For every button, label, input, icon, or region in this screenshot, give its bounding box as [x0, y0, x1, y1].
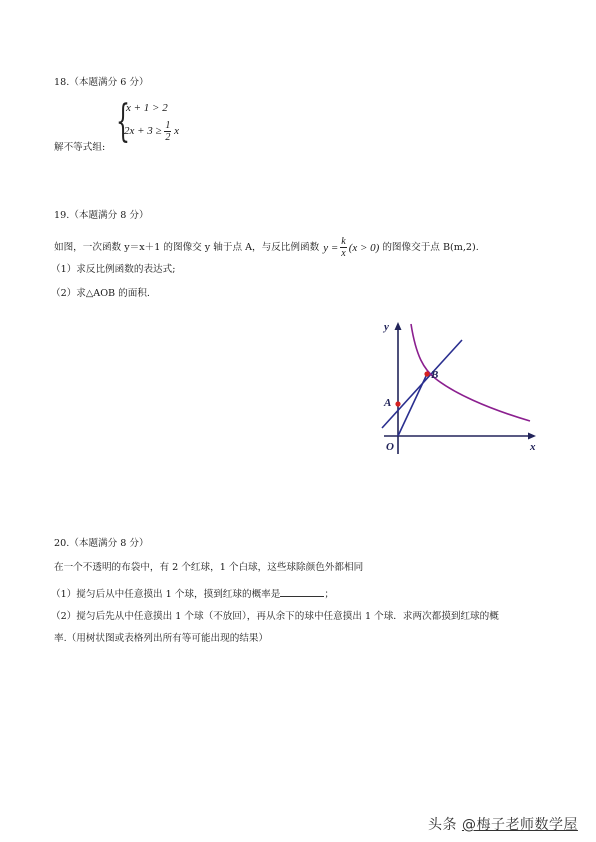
- q19-stem-condition: (x > 0): [348, 241, 380, 254]
- q20-title: 20.（本题满分 8 分）: [54, 538, 149, 549]
- q19-stem-fraction-num: k: [341, 236, 346, 247]
- watermark-name: @梅子老师数学屋: [461, 817, 578, 833]
- q19-title: 19.（本题满分 8 分）: [54, 210, 149, 221]
- q20-stem: 在一个不透明的布袋中，有 2 个红球，1 个白球，这些球除颜色外都相同: [54, 562, 364, 573]
- x-axis-arrow: [528, 433, 536, 440]
- y-axis-arrow: [395, 322, 402, 330]
- q19-stem-fraction-den: x: [341, 248, 346, 259]
- q18-inequality-2: [124, 120, 179, 143]
- label-x: x: [530, 441, 536, 453]
- q20-sub2-line1: （2）搅匀后先从中任意摸出 1 个球（不放回），再从余下的球中任意摸出 1 个球．求两次都摸到红球的概: [51, 611, 499, 622]
- q19-figure: [376, 316, 546, 458]
- q18-intro: 解不等式组:: [54, 142, 106, 153]
- label-a: A: [384, 397, 392, 409]
- q20-answer-blank: [280, 587, 324, 597]
- q19-sub2: （2）求△AOB 的面积.: [51, 288, 150, 299]
- watermark: [428, 814, 578, 834]
- q19-stem-fraction: [340, 236, 346, 259]
- q19-stem-part2: 的图像交于点 B(m,2).: [382, 241, 479, 253]
- q19-stem-part1: 如图，一次函数 y＝x＋1 的图像交 y 轴于点 A，与反比例函数: [54, 241, 320, 253]
- watermark-prefix: 头条: [428, 817, 457, 833]
- q18-fraction-den: 2: [165, 132, 171, 143]
- q18-inequality-2-var: x: [174, 125, 179, 138]
- q18-inequality-2-lhs: 2x + 3 ≥: [124, 125, 162, 138]
- q20-sub1: [51, 587, 334, 601]
- q18-fraction-num: 1: [165, 120, 171, 131]
- label-o: O: [386, 441, 394, 453]
- q19-stem: [54, 236, 479, 259]
- q19-stem-y: y =: [323, 241, 339, 254]
- q20-sub1-end: ；: [324, 589, 334, 600]
- q18-inequality-1: x + 1 > 2: [126, 102, 168, 114]
- q18-brace: {: [116, 96, 130, 147]
- point-b: [424, 371, 429, 376]
- q18-fraction: [164, 120, 171, 143]
- q20-sub2-line2: 率.（用树状图或表格列出所有等可能出现的结果）: [54, 633, 269, 644]
- point-a: [395, 401, 400, 406]
- q20-sub1-text: （1）搅匀后从中任意摸出 1 个球，摸到红球的概率是: [51, 589, 281, 600]
- q18-title: 18.（本题满分 6 分）: [54, 77, 149, 88]
- label-b: B: [431, 369, 439, 381]
- label-y: y: [384, 321, 389, 333]
- q19-sub1: （1）求反比例函数的表达式;: [51, 264, 176, 275]
